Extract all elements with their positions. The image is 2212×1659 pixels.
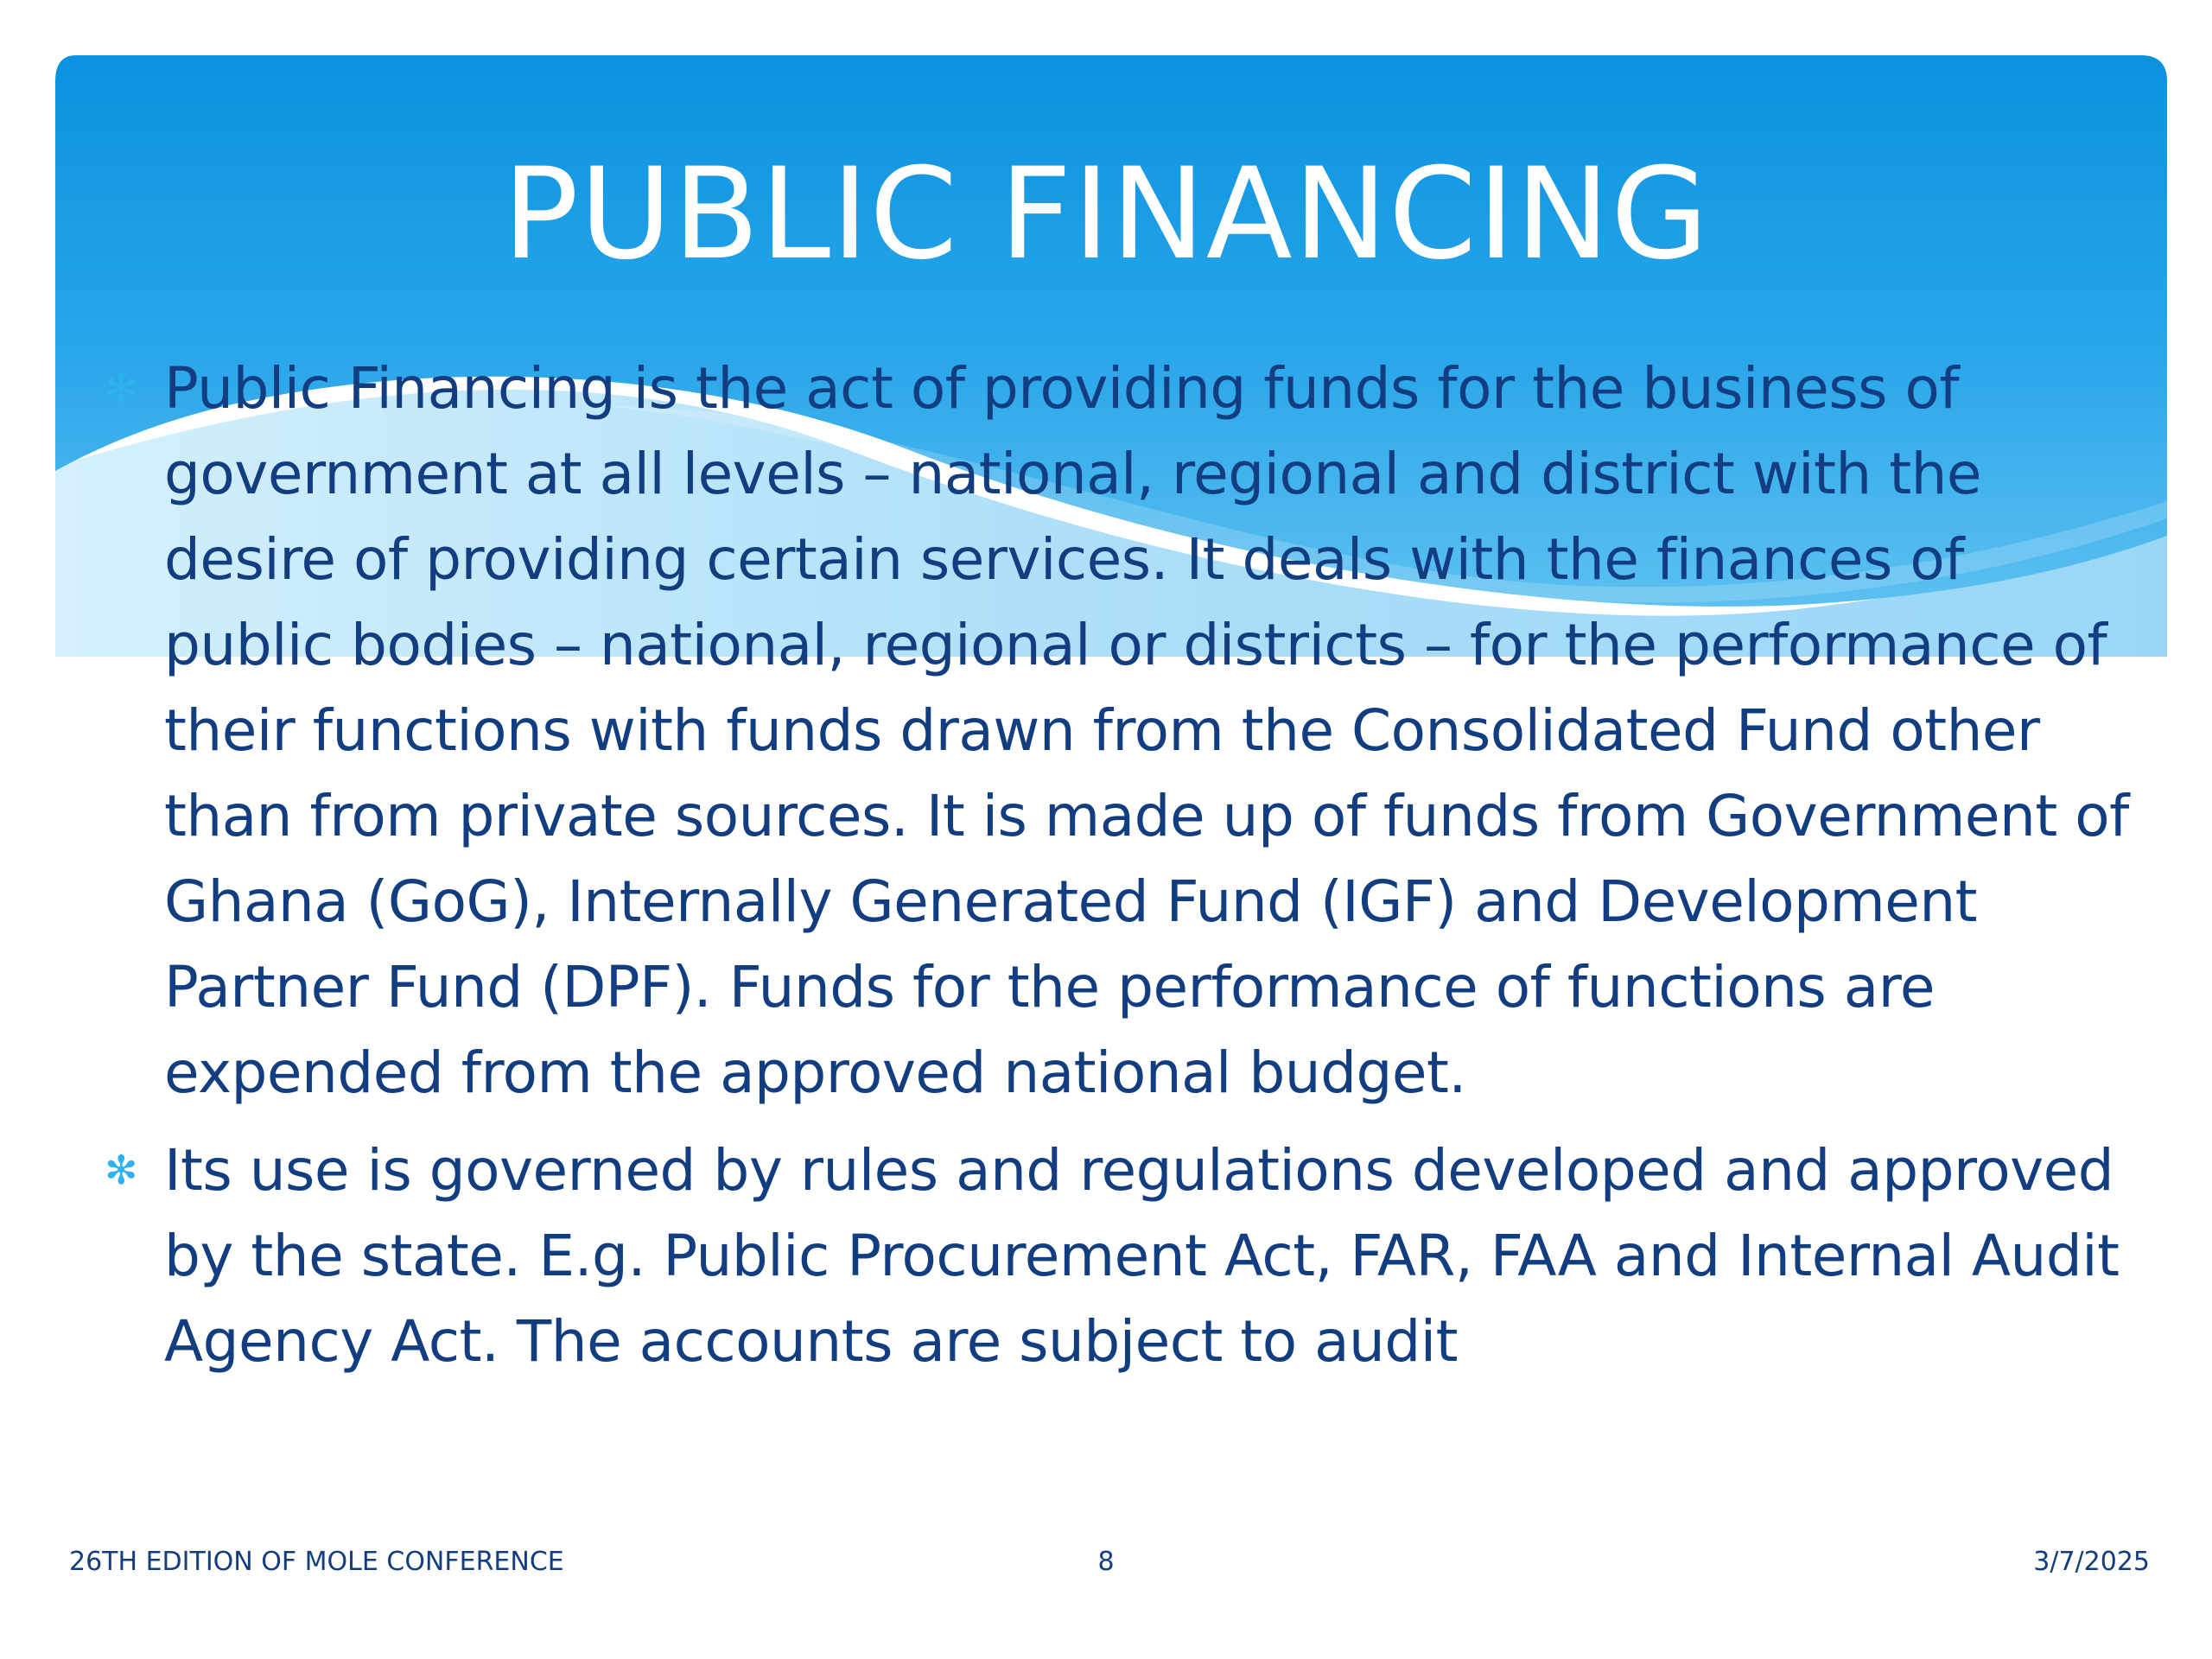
slide-title: PUBLIC FINANCING [502, 141, 1710, 288]
footer-date: 3/7/2025 [2033, 1547, 2150, 1577]
footer-page-number: 8 [1097, 1547, 1115, 1577]
footer-conference-name: 26TH EDITION OF MOLE CONFERENCE [69, 1547, 564, 1577]
list-item [95, 1128, 2143, 1384]
bullet-text: Its use is governed by rules and regulations developed and approved by the state. E.g. Public Procurement Act, FAR, FAA and Internal Audit Agency Act. The accounts are subject to audit [164, 1137, 2120, 1375]
asterisk-bullet-icon: ✻ [104, 1147, 138, 1193]
asterisk-bullet-icon: ✻ [104, 365, 138, 411]
list-item [95, 346, 2143, 1116]
bullet-text: Public Financing is the act of providing funds for the business of government at all levels – national, regional and district with the desire of providing certain services. It deals with the finances of public bodies – national, regional or districts – for the performance of their functions with funds drawn from the Consolidated Fund other than from private sources. It is made up of funds from Government of Ghana (GoG), Internally Generated Fund (IGF) and Development Partner Fund (DPF). Funds for the performance of functions are expended from the approved national budget. [164, 355, 2129, 1106]
bullet-list [95, 346, 2143, 1396]
